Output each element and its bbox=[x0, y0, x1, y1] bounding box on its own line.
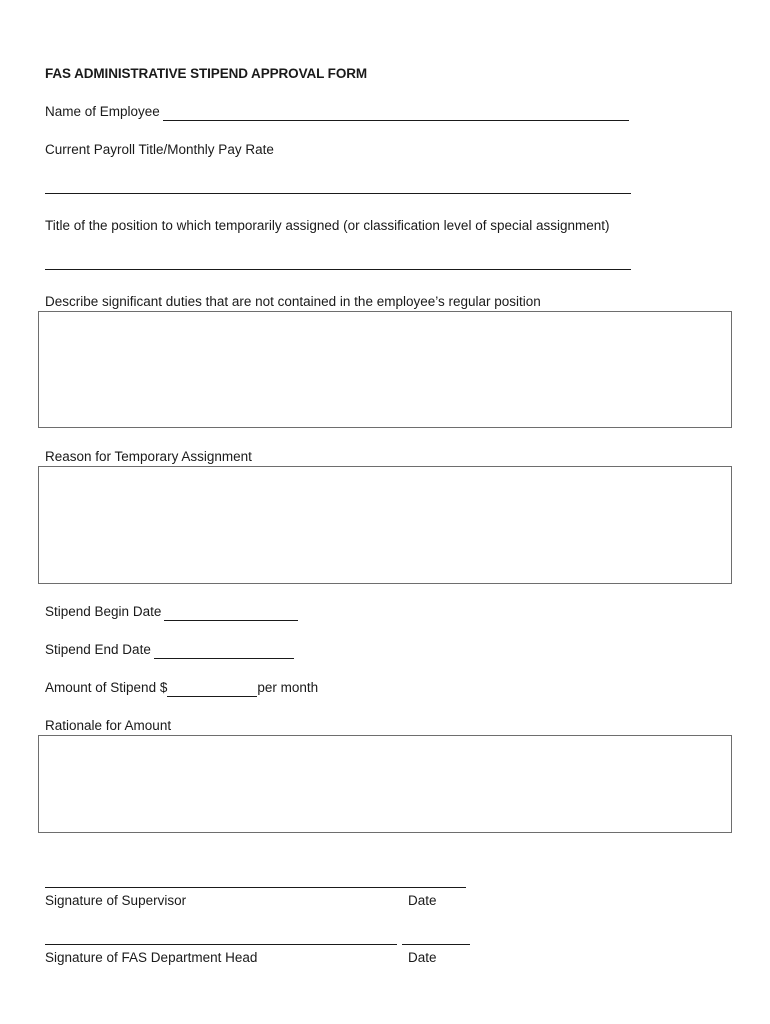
duties-textbox[interactable] bbox=[38, 311, 732, 428]
supervisor-label: Signature of Supervisor bbox=[45, 893, 187, 908]
amount-suffix: per month bbox=[257, 680, 319, 695]
rationale-textbox[interactable] bbox=[38, 735, 732, 833]
begin-date-label: Stipend Begin Date bbox=[45, 604, 162, 619]
duties-label: Describe significant duties that are not contained in the employee’s regular position bbox=[45, 294, 541, 309]
name-row bbox=[45, 103, 629, 121]
end-date-label: Stipend End Date bbox=[45, 642, 151, 657]
dept-head-signature-field[interactable] bbox=[45, 944, 397, 945]
dept-head-date-field[interactable] bbox=[402, 944, 470, 945]
payroll-label: Current Payroll Title/Monthly Pay Rate bbox=[45, 142, 274, 157]
end-date-row bbox=[45, 641, 294, 659]
name-label: Name of Employee bbox=[45, 104, 160, 119]
rationale-label: Rationale for Amount bbox=[45, 718, 172, 733]
position-label: Title of the position to which temporarily assigned (or classification level of special assignment) bbox=[45, 218, 610, 233]
form-title: FAS ADMINISTRATIVE STIPEND APPROVAL FORM bbox=[45, 66, 368, 81]
begin-date-field[interactable] bbox=[164, 606, 298, 621]
reason-textbox[interactable] bbox=[38, 466, 732, 584]
amount-field[interactable] bbox=[167, 682, 257, 697]
payroll-field[interactable] bbox=[45, 193, 631, 194]
supervisor-date-label: Date bbox=[408, 893, 437, 908]
supervisor-signature-field[interactable] bbox=[45, 887, 466, 888]
amount-row bbox=[45, 679, 318, 697]
end-date-field[interactable] bbox=[154, 644, 294, 659]
amount-label: Amount of Stipend $ bbox=[45, 680, 168, 695]
begin-date-row bbox=[45, 603, 298, 621]
dept-head-label: Signature of FAS Department Head bbox=[45, 950, 258, 965]
position-field[interactable] bbox=[45, 269, 631, 270]
name-field[interactable] bbox=[163, 106, 629, 121]
dept-head-date-label: Date bbox=[408, 950, 437, 965]
reason-label: Reason for Temporary Assignment bbox=[45, 449, 252, 464]
